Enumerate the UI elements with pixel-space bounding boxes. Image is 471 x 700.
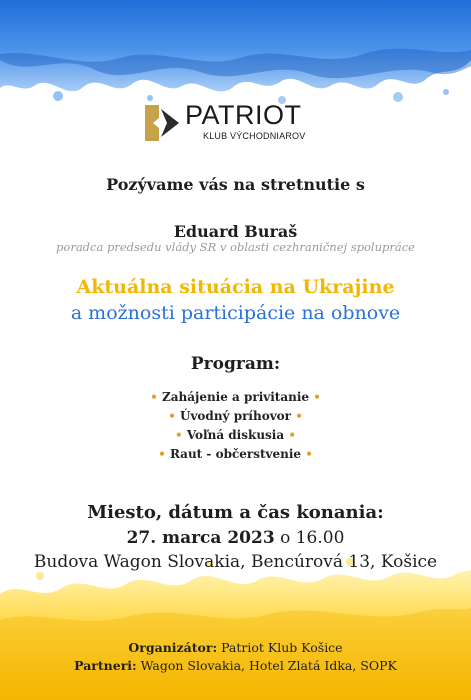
program-item [0, 388, 471, 407]
program-item-label: Úvodný príhovor [179, 409, 291, 423]
bullet-icon: • [150, 390, 158, 404]
bullet-icon: • [295, 409, 303, 423]
program-item [0, 426, 471, 445]
event-address: Budova Wagon Slovakia, Bencúrová 13, Košice [33, 552, 438, 572]
bullet-icon: • [288, 428, 296, 442]
speaker-name: Eduard Buraš [173, 222, 298, 241]
event-date-time [0, 528, 471, 548]
blue-watercolor-top [0, 0, 471, 110]
program-heading: Program: [190, 354, 281, 374]
organizer-label: Organizátor: [128, 640, 218, 655]
topic-line-1: Aktuálna situácia na Ukrajine [76, 276, 395, 298]
event-date: 27. marca 2023 [126, 528, 275, 548]
organizer-value: Patriot Klub Košice [221, 640, 343, 655]
bullet-icon: • [174, 428, 183, 442]
bullet-icon: • [168, 409, 176, 423]
organizer-line [0, 640, 471, 655]
partners-value: Wagon Slovakia, Hotel Zlatá Idka, SOPK [140, 658, 397, 673]
speaker-role: poradca predsedu vlády SR v oblasti cezhraničnej spolupráce [56, 240, 415, 254]
program-item [0, 445, 471, 464]
event-time-prefix: o [280, 528, 291, 548]
logo-wordmark: PATRIOT [185, 100, 302, 130]
partners-label: Partneri: [74, 658, 137, 673]
bullet-icon: • [313, 390, 321, 404]
program-item-label: Zahájenie a privitanie [161, 390, 310, 404]
program-item-label: Raut - občerstvenie [169, 447, 302, 461]
program-item-label: Voľná diskusia [186, 428, 285, 442]
invitation-line: Pozývame vás na stretnutie s [106, 175, 365, 194]
bullet-icon: • [305, 447, 313, 461]
logo-subtitle: KLUB VÝCHODNIAROV [203, 131, 306, 141]
bullet-icon: • [158, 447, 166, 461]
program-item [0, 407, 471, 426]
partners-line [0, 658, 471, 673]
venue-heading: Miesto, dátum a čas konania: [87, 502, 384, 523]
yellow-watercolor-bottom [0, 550, 471, 700]
program-list [0, 388, 471, 464]
topic-line-2: a možnosti participácie na obnove [70, 302, 401, 324]
event-time: 16.00 [295, 528, 345, 548]
patriot-logo [145, 100, 335, 145]
patriot-arrow-icon [145, 105, 179, 141]
